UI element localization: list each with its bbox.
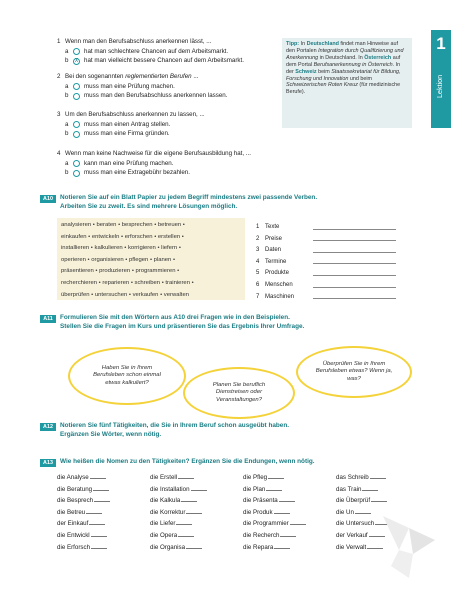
noun-stem: die Liefer [150,520,176,528]
option-text: muss man eine Extragebühr bezahlen. [84,169,190,177]
tip-country: Deutschland [306,41,339,47]
ending-blank[interactable] [176,520,192,525]
exercise-badge: A10 [40,195,56,203]
question-stem: Wenn man den Berufsabschluss anerkennen lässt, ... [65,38,212,45]
tip-portal: Staatssekretariat für Bildung, Forschung und Innovation [286,68,401,82]
term-number: 4 [256,258,260,265]
term-row [256,266,396,278]
option-letter: a [65,159,69,167]
option-letter: a [65,47,69,55]
instruction-line: Wie heißen die Nomen zu den Tätigkeiten? Ergänzen Sie die Endungen, wenn nötig. [60,458,315,465]
answer-circle[interactable] [73,160,80,167]
ending-blank[interactable] [181,497,197,502]
exercise-instruction [60,422,420,439]
answer-circle[interactable] [73,121,80,128]
instruction-line: Formulieren Sie mit den Wörtern aus A10 drei Fragen wie in den Beispielen. [60,314,290,321]
noun-item[interactable] [336,486,426,498]
noun-item[interactable] [243,497,333,509]
option-text: muss man den Berufsabschluss anerkennen lassen. [84,92,228,100]
noun-stem: die Untersuch [336,520,375,528]
term-number: 7 [256,293,260,300]
term-label: Texte [265,224,280,231]
exercise-instruction [60,458,420,467]
answer-line[interactable] [313,229,396,230]
noun-stem: die Plan [243,485,266,493]
noun-stem: die Beratung [57,485,93,493]
tip-portal: Integration durch Qualifizierung und Anerkennung [286,47,404,61]
question-number: 4 [57,150,61,157]
ending-blank[interactable] [186,544,202,549]
ending-blank[interactable] [266,486,282,491]
noun-stem: die Recherch [243,531,280,539]
exercise-a12-heading [40,422,420,439]
noun-stem: die Programmier [243,520,289,528]
noun-item[interactable] [243,532,333,544]
noun-stem: der Verkauf [336,531,368,539]
question-stem [65,73,199,81]
noun-stem: die Un [336,508,354,516]
answer-line[interactable] [313,252,396,253]
tip-text: In [299,41,307,47]
exercise-instruction [60,314,420,331]
tip-text: und beim [348,75,373,82]
answer-circle[interactable] [73,83,80,90]
noun-column [243,474,333,555]
tip-portal: Berufsanerkennung in Österreich [313,61,393,68]
ending-blank[interactable] [268,474,284,479]
noun-item[interactable] [243,509,333,521]
ending-blank[interactable] [90,474,106,479]
option-a[interactable] [65,83,272,90]
term-row [256,255,396,267]
stem-italic: reglementierten Berufen [125,73,192,80]
question-number: 3 [57,111,61,118]
verb-line: präsentieren • produzieren • programmieren • [61,268,180,275]
noun-item[interactable] [243,520,333,532]
noun-stem: der Einkauf [57,520,89,528]
exercise-a11-heading [40,314,420,331]
noun-stem: die Repara [243,543,274,551]
option-text: hat man vielleicht bessere Chancen auf dem Arbeitsmarkt. [84,57,244,65]
noun-item[interactable] [57,474,147,486]
speech-bubble-1: Haben Sie in Ihrem Berufsleben schon einmal etwas kalkuliert? [68,347,186,405]
term-label: Maschinen [265,293,295,300]
speech-bubble-3: Überprüfen Sie in Ihrem Berufsleben etwas? Wenn ja, was? [296,346,412,398]
option-text: muss man eine Firma gründen. [84,130,170,138]
instruction-line: Arbeiten Sie zu zweit. Es sind mehrere Lösungen möglich. [60,202,238,210]
answer-line[interactable] [313,263,396,264]
option-letter: b [65,169,69,177]
option-letter: b [65,130,69,138]
tip-text: . In der [286,61,401,75]
verb-line: operieren • organisieren • pflegen • planen • [61,256,176,263]
answer-circle[interactable] [73,93,80,100]
term-label: Daten [265,247,282,254]
question-stem: Wenn man keine Nachweise für die eigene Berufsausbildung hat, ... [65,150,251,157]
ending-blank[interactable] [280,532,296,537]
answer-line[interactable] [313,298,396,299]
noun-stem: das Schreib [336,474,369,481]
noun-stem: die Pfleg [243,474,268,481]
ending-blank[interactable] [93,486,109,491]
tip-text: (für medizinische Berufe). [286,82,401,96]
option-b[interactable] [65,58,272,65]
lektion-tab [431,30,451,128]
term-number: 2 [256,235,260,242]
noun-item[interactable] [336,474,426,486]
noun-column [150,474,240,555]
term-number: 1 [256,224,260,231]
noun-stem: die Opera [150,531,178,539]
noun-item[interactable] [57,509,147,521]
ending-blank[interactable] [274,509,290,514]
ending-blank[interactable] [290,520,306,525]
noun-stem: die Betreu [57,508,86,516]
noun-item[interactable] [150,497,240,509]
ending-blank[interactable] [279,497,295,502]
ending-blank[interactable] [178,532,194,537]
noun-stem: die Analyse [57,474,89,481]
tip-portal: Schweizerischen Roten Kreuz [286,82,358,89]
lektion-label: Lektion [435,74,444,98]
term-label: Preise [265,235,283,242]
speech-bubble-2: Planen Sie beruflich Dienstreisen oder Veranstaltungen? [183,367,295,419]
noun-stem: die Verwalt [336,543,367,551]
noun-stem: die Installation [150,485,190,493]
question-number: 2 [57,73,61,80]
tip-text: in Deutschland. In [318,54,365,61]
question-4 [57,150,272,177]
term-label: Termine [265,258,287,265]
term-number: 6 [256,282,260,289]
verb-line: analysieren • beraten • besprechen • betreuen • [61,222,185,228]
option-a[interactable] [65,48,272,55]
answer-circle[interactable]: X [74,57,79,64]
noun-stem: die Korrektur [150,508,186,516]
term-list [256,220,396,301]
noun-stem: das Train [336,485,362,493]
instruction-line: Ergänzen Sie Wörter, wenn nötig. [60,430,162,438]
tip-country: Schweiz [295,68,317,75]
noun-item[interactable] [243,474,333,486]
ending-blank[interactable] [94,497,110,502]
answer-circle[interactable] [73,131,80,138]
noun-item[interactable] [57,532,147,544]
answer-line[interactable] [313,240,396,241]
term-row [256,220,396,232]
noun-stem: die Organisa [150,543,186,551]
exercise-badge: A11 [40,315,56,323]
instruction-line: Notieren Sie auf ein Blatt Papier zu jedem Begriff mindestens zwei passende Verben. [60,194,318,201]
ending-blank[interactable] [362,486,378,491]
tip-text: auf dem Portal [286,54,401,68]
tip-text: findet man Hinweise auf den Portalen [286,41,398,54]
noun-stem: die Präsenta [243,497,278,505]
instruction-line: Stellen Sie die Fragen im Kurs und präsentieren Sie das Ergebnis Ihrer Umfrage. [60,322,305,330]
tip-box [282,38,412,128]
answer-circle[interactable] [73,170,80,177]
noun-stem: die Produk [243,508,273,516]
verb-line: überprüfen • untersuchen • verkaufen • verwalten [61,291,190,298]
ending-blank[interactable] [274,544,290,549]
term-row [256,290,396,302]
term-number: 3 [256,247,260,254]
exercise-instruction [60,194,420,211]
question-1 [57,38,272,65]
publisher-logo-watermark [369,510,441,582]
ending-blank[interactable] [89,520,105,525]
question-number: 1 [57,38,61,45]
stem-end: ... [191,73,199,80]
noun-item[interactable] [150,474,240,486]
noun-item[interactable] [150,520,240,532]
tip-label: Tipp: [286,41,300,47]
question-2 [57,73,272,100]
ending-blank[interactable] [178,474,194,479]
ending-blank[interactable] [370,474,386,479]
term-row [256,278,396,290]
verb-line: installieren • kalkulieren • korrigieren • liefern • [61,245,181,252]
option-a[interactable] [65,160,272,167]
term-label: Menschen [265,282,293,289]
term-number: 5 [256,270,260,277]
option-letter: b [65,57,69,65]
option-b[interactable] [65,170,272,177]
exercise-a13-heading [40,458,420,467]
verb-line: recherchieren • reparieren • schreiben • trainieren • [61,279,194,286]
option-letter: a [65,120,69,128]
ending-blank[interactable] [91,532,107,537]
ending-blank[interactable] [86,509,102,514]
lektion-number: 1 [436,34,446,53]
question-stem: Um den Berufsabschluss anerkennen zu lassen, ... [65,111,205,118]
stem-text: Bei den sogenannten [65,73,126,80]
noun-item[interactable] [336,497,426,509]
noun-item[interactable] [57,486,147,498]
option-text: muss man eine Prüfung machen. [84,82,175,90]
question-3 [57,111,272,138]
noun-stem: die Erstell [150,474,178,481]
term-label: Produkte [265,270,290,277]
verb-line: einkaufen • entwickeln • erforschen • erstellen • [61,233,184,240]
noun-item[interactable] [57,497,147,509]
noun-item[interactable] [150,509,240,521]
answer-line[interactable] [313,275,396,276]
noun-column [57,474,147,555]
ending-blank[interactable] [191,486,207,491]
noun-stem: die Überprüf [336,497,371,505]
ending-blank[interactable] [186,509,202,514]
term-row [256,243,396,255]
tip-text: beim [316,68,332,75]
noun-item[interactable] [243,544,333,556]
option-b[interactable] [65,93,272,100]
option-letter: a [65,82,69,90]
option-text: hat man schlechtere Chancen auf dem Arbeitsmarkt. [84,47,229,55]
instruction-line: Notieren Sie fünf Tätigkeiten, die Sie in Ihrem Beruf schon ausgeübt haben. [60,422,290,429]
noun-item[interactable] [243,486,333,498]
option-a[interactable] [65,121,272,128]
option-text: kann man eine Prüfung machen. [84,159,174,167]
noun-stem: die Besprech [57,497,94,505]
option-text: muss man einen Antrag stellen. [84,120,171,128]
answer-circle[interactable] [73,48,80,55]
noun-stem: die Kalkula [150,497,181,505]
noun-item[interactable] [57,520,147,532]
noun-stem: die Erforsch [57,543,91,551]
option-b[interactable] [65,131,272,138]
term-row [256,232,396,244]
tip-country: Österreich [364,54,392,61]
noun-item[interactable] [150,486,240,498]
noun-item[interactable] [150,544,240,556]
exercise-a10-heading [40,194,420,211]
verb-box [57,218,245,300]
option-letter: b [65,92,69,100]
exercise-badge: A12 [40,423,56,431]
ending-blank[interactable] [371,497,387,502]
answer-line[interactable] [313,287,396,288]
noun-item[interactable] [57,544,147,556]
exercise-badge: A13 [40,459,56,467]
noun-item[interactable] [150,532,240,544]
ending-blank[interactable] [91,544,107,549]
noun-stem: die Entwickl [57,531,90,539]
